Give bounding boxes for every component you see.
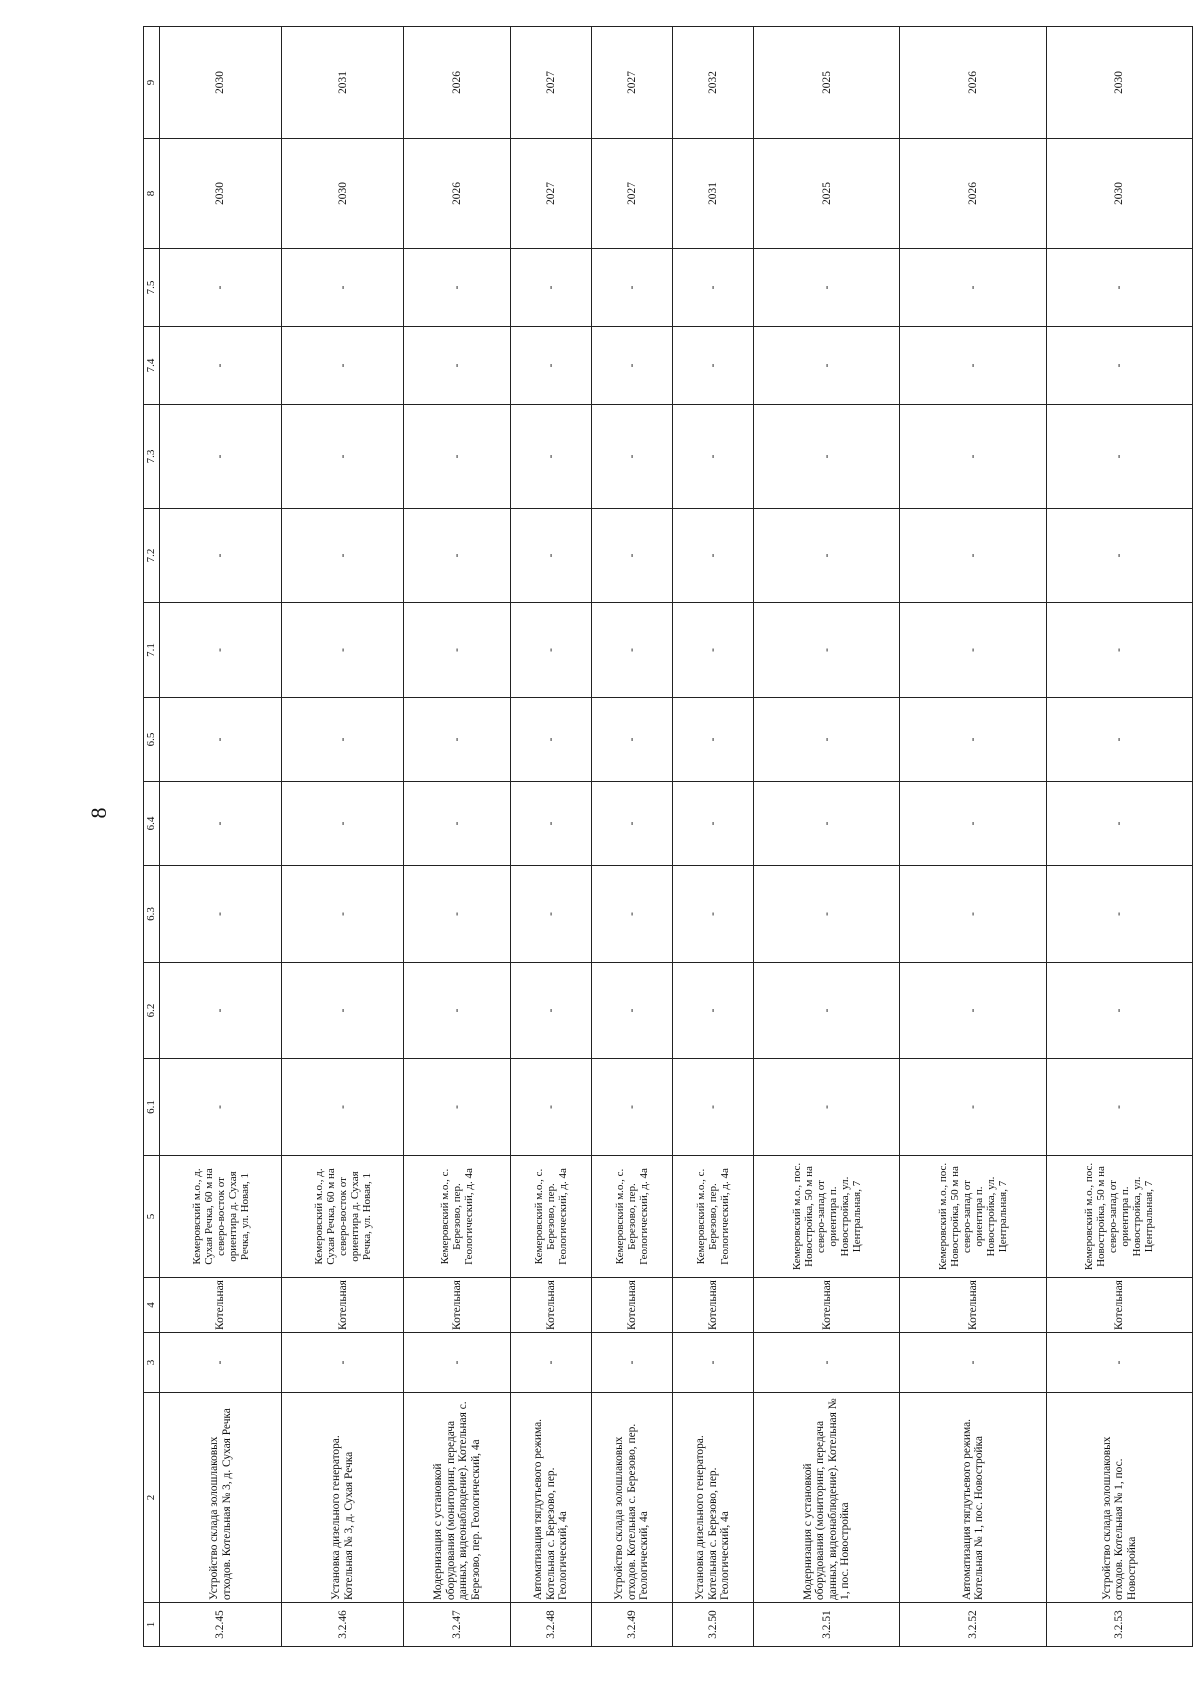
measure-name: Установка дизельного генератора. Котельная с. Березово, пер. Геологический, 4а bbox=[672, 1393, 753, 1603]
cell-7-3: - bbox=[282, 405, 404, 509]
cell-7-4: - bbox=[672, 327, 753, 405]
cell-7-4: - bbox=[754, 327, 900, 405]
row-number: 3.2.51 bbox=[754, 1603, 900, 1647]
cell-7-3: - bbox=[160, 405, 282, 509]
cell-7-2: - bbox=[591, 509, 672, 603]
cell-6-1: - bbox=[282, 1059, 404, 1156]
year-start: 2026 bbox=[900, 139, 1046, 249]
cell-col3: - bbox=[404, 1333, 510, 1393]
cell-7-5: - bbox=[1046, 249, 1192, 327]
row-number: 3.2.52 bbox=[900, 1603, 1046, 1647]
object-address: Кемеровский м.о., пос. Новостройка, 50 м на северо-запад от ориентира п. Новостройка, ул. Центральная, 7 bbox=[754, 1156, 900, 1278]
cell-6-2: - bbox=[591, 963, 672, 1059]
cell-6-5: - bbox=[1046, 698, 1192, 782]
col-header: 4 bbox=[144, 1278, 160, 1333]
cell-7-2: - bbox=[160, 509, 282, 603]
cell-7-2: - bbox=[282, 509, 404, 603]
object-type: Котельная bbox=[591, 1278, 672, 1333]
cell-6-2: - bbox=[672, 963, 753, 1059]
cell-6-3: - bbox=[754, 866, 900, 963]
col-header: 3 bbox=[144, 1333, 160, 1393]
cell-6-3: - bbox=[1046, 866, 1192, 963]
cell-7-1: - bbox=[672, 603, 753, 698]
cell-6-2: - bbox=[754, 963, 900, 1059]
cell-7-3: - bbox=[510, 405, 591, 509]
cell-6-1: - bbox=[900, 1059, 1046, 1156]
cell-6-5: - bbox=[404, 698, 510, 782]
year-end: 2030 bbox=[160, 27, 282, 139]
year-start: 2030 bbox=[160, 139, 282, 249]
object-address: Кемеровский м.о., с. Березово, пер. Геологический, д. 4а bbox=[591, 1156, 672, 1278]
year-start: 2030 bbox=[1046, 139, 1192, 249]
object-type: Котельная bbox=[404, 1278, 510, 1333]
table-row bbox=[754, 27, 900, 1647]
row-number: 3.2.49 bbox=[591, 1603, 672, 1647]
cell-7-1: - bbox=[404, 603, 510, 698]
cell-col3: - bbox=[754, 1333, 900, 1393]
cell-6-1: - bbox=[1046, 1059, 1192, 1156]
cell-7-1: - bbox=[1046, 603, 1192, 698]
table-row bbox=[672, 27, 753, 1647]
col-header: 7.4 bbox=[144, 327, 160, 405]
object-type: Котельная bbox=[282, 1278, 404, 1333]
cell-6-5: - bbox=[754, 698, 900, 782]
cell-7-2: - bbox=[510, 509, 591, 603]
object-type: Котельная bbox=[900, 1278, 1046, 1333]
cell-6-4: - bbox=[1046, 782, 1192, 866]
cell-6-3: - bbox=[404, 866, 510, 963]
rotated-table-container bbox=[143, 27, 1200, 1647]
cell-7-2: - bbox=[672, 509, 753, 603]
cell-7-2: - bbox=[900, 509, 1046, 603]
cell-7-5: - bbox=[591, 249, 672, 327]
cell-6-3: - bbox=[510, 866, 591, 963]
cell-6-2: - bbox=[160, 963, 282, 1059]
year-start: 2031 bbox=[672, 139, 753, 249]
cell-7-3: - bbox=[591, 405, 672, 509]
year-end: 2026 bbox=[404, 27, 510, 139]
cell-6-2: - bbox=[900, 963, 1046, 1059]
cell-6-4: - bbox=[754, 782, 900, 866]
object-type: Котельная bbox=[1046, 1278, 1192, 1333]
table-row bbox=[900, 27, 1046, 1647]
measure-name: Устройство склада золошлаковых отходов. Котельная № 1, пос. Новостройка bbox=[1046, 1393, 1192, 1603]
object-address: Кемеровский м.о., д. Сухая Речка, 60 м на северо-восток от ориентира д. Сухая Речка, ул. Новая, 1 bbox=[282, 1156, 404, 1278]
row-number: 3.2.48 bbox=[510, 1603, 591, 1647]
col-header: 6.5 bbox=[144, 698, 160, 782]
cell-6-4: - bbox=[900, 782, 1046, 866]
cell-7-1: - bbox=[754, 603, 900, 698]
table-row bbox=[591, 27, 672, 1647]
cell-7-2: - bbox=[404, 509, 510, 603]
row-number: 3.2.45 bbox=[160, 1603, 282, 1647]
row-number: 3.2.46 bbox=[282, 1603, 404, 1647]
cell-7-5: - bbox=[404, 249, 510, 327]
measure-name: Установка дизельного генератора. Котельная № 3, д. Сухая Речка bbox=[282, 1393, 404, 1603]
cell-6-3: - bbox=[282, 866, 404, 963]
cell-7-4: - bbox=[1046, 327, 1192, 405]
object-address: Кемеровский м.о., с. Березово, пер. Геологический, д. 4а bbox=[672, 1156, 753, 1278]
table-row bbox=[1046, 27, 1192, 1647]
col-header: 6.2 bbox=[144, 963, 160, 1059]
cell-6-1: - bbox=[754, 1059, 900, 1156]
investment-program-table bbox=[143, 26, 1193, 1647]
cell-6-4: - bbox=[510, 782, 591, 866]
col-header: 7.3 bbox=[144, 405, 160, 509]
cell-6-3: - bbox=[591, 866, 672, 963]
table-row bbox=[404, 27, 510, 1647]
cell-6-2: - bbox=[282, 963, 404, 1059]
measure-name: Модернизация с установкой оборудования (мониторинг, передача данных, видеонаблюдение). Котельная с. Березово, пер. Геологический, 4а bbox=[404, 1393, 510, 1603]
cell-7-4: - bbox=[404, 327, 510, 405]
cell-col3: - bbox=[900, 1333, 1046, 1393]
cell-7-5: - bbox=[510, 249, 591, 327]
cell-7-3: - bbox=[404, 405, 510, 509]
cell-6-5: - bbox=[900, 698, 1046, 782]
year-end: 2030 bbox=[1046, 27, 1192, 139]
year-end: 2027 bbox=[510, 27, 591, 139]
measure-name: Модернизация с установкой оборудования (мониторинг, передача данных, видеонаблюдение). Котельная № 1, пос. Новостройка bbox=[754, 1393, 900, 1603]
cell-7-5: - bbox=[754, 249, 900, 327]
object-address: Кемеровский м.о., с. Березово, пер. Геологический, д. 4а bbox=[404, 1156, 510, 1278]
cell-7-3: - bbox=[754, 405, 900, 509]
object-type: Котельная bbox=[754, 1278, 900, 1333]
cell-7-2: - bbox=[754, 509, 900, 603]
year-start: 2027 bbox=[591, 139, 672, 249]
col-header: 8 bbox=[144, 139, 160, 249]
cell-7-3: - bbox=[672, 405, 753, 509]
cell-6-3: - bbox=[672, 866, 753, 963]
cell-7-5: - bbox=[160, 249, 282, 327]
col-header: 6.1 bbox=[144, 1059, 160, 1156]
cell-6-5: - bbox=[510, 698, 591, 782]
cell-6-2: - bbox=[1046, 963, 1192, 1059]
cell-6-3: - bbox=[160, 866, 282, 963]
object-type: Котельная bbox=[510, 1278, 591, 1333]
cell-7-1: - bbox=[510, 603, 591, 698]
object-address: Кемеровский м.о., д. Сухая Речка, 60 м на северо-восток от ориентира д. Сухая Речка, ул. Новая, 1 bbox=[160, 1156, 282, 1278]
cell-6-5: - bbox=[672, 698, 753, 782]
cell-col3: - bbox=[672, 1333, 753, 1393]
cell-7-4: - bbox=[900, 327, 1046, 405]
header-row bbox=[144, 27, 160, 1647]
cell-6-1: - bbox=[510, 1059, 591, 1156]
cell-7-2: - bbox=[1046, 509, 1192, 603]
cell-col3: - bbox=[282, 1333, 404, 1393]
row-number: 3.2.53 bbox=[1046, 1603, 1192, 1647]
cell-6-4: - bbox=[672, 782, 753, 866]
cell-6-2: - bbox=[404, 963, 510, 1059]
col-header: 6.4 bbox=[144, 782, 160, 866]
year-end: 2032 bbox=[672, 27, 753, 139]
year-end: 2025 bbox=[754, 27, 900, 139]
object-type: Котельная bbox=[672, 1278, 753, 1333]
measure-name: Автоматизация тягдутьевого режима. Котельная № 1, пос. Новостройка bbox=[900, 1393, 1046, 1603]
row-number: 3.2.50 bbox=[672, 1603, 753, 1647]
cell-6-5: - bbox=[282, 698, 404, 782]
object-type: Котельная bbox=[160, 1278, 282, 1333]
cell-7-4: - bbox=[282, 327, 404, 405]
page-number: 8 bbox=[86, 807, 111, 819]
cell-col3: - bbox=[1046, 1333, 1192, 1393]
year-end: 2026 bbox=[900, 27, 1046, 139]
year-start: 2027 bbox=[510, 139, 591, 249]
cell-6-4: - bbox=[160, 782, 282, 866]
object-address: Кемеровский м.о., с. Березово, пер. Геологический, д. 4а bbox=[510, 1156, 591, 1278]
cell-7-5: - bbox=[282, 249, 404, 327]
cell-7-5: - bbox=[900, 249, 1046, 327]
cell-7-5: - bbox=[672, 249, 753, 327]
col-header: 2 bbox=[144, 1393, 160, 1603]
col-header: 6.3 bbox=[144, 866, 160, 963]
year-end: 2027 bbox=[591, 27, 672, 139]
measure-name: Устройство склада золошлаковых отходов. Котельная № 3, д. Сухая Речка bbox=[160, 1393, 282, 1603]
cell-6-1: - bbox=[160, 1059, 282, 1156]
cell-7-4: - bbox=[591, 327, 672, 405]
table-row bbox=[510, 27, 591, 1647]
cell-7-1: - bbox=[160, 603, 282, 698]
cell-7-4: - bbox=[160, 327, 282, 405]
measure-name: Устройство склада золошлаковых отходов. Котельная с. Березово, пер. Геологический, 4а bbox=[591, 1393, 672, 1603]
col-header: 5 bbox=[144, 1156, 160, 1278]
cell-6-4: - bbox=[404, 782, 510, 866]
cell-7-4: - bbox=[510, 327, 591, 405]
col-header: 9 bbox=[144, 27, 160, 139]
year-start: 2030 bbox=[282, 139, 404, 249]
year-start: 2025 bbox=[754, 139, 900, 249]
cell-6-1: - bbox=[404, 1059, 510, 1156]
table-row bbox=[282, 27, 404, 1647]
cell-6-1: - bbox=[591, 1059, 672, 1156]
col-header: 1 bbox=[144, 1603, 160, 1647]
cell-6-5: - bbox=[591, 698, 672, 782]
year-start: 2026 bbox=[404, 139, 510, 249]
cell-6-1: - bbox=[672, 1059, 753, 1156]
cell-7-3: - bbox=[900, 405, 1046, 509]
cell-col3: - bbox=[160, 1333, 282, 1393]
cell-6-3: - bbox=[900, 866, 1046, 963]
measure-name: Автоматизация тягдутьевого режима. Котельная с. Березово, пер. Геологический, 4а bbox=[510, 1393, 591, 1603]
cell-7-1: - bbox=[900, 603, 1046, 698]
cell-7-3: - bbox=[1046, 405, 1192, 509]
cell-7-1: - bbox=[282, 603, 404, 698]
col-header: 7.2 bbox=[144, 509, 160, 603]
object-address: Кемеровский м.о., пос. Новостройка, 50 м на северо-запад от ориентира п. Новостройка, ул. Центральная, 7 bbox=[1046, 1156, 1192, 1278]
col-header: 7.5 bbox=[144, 249, 160, 327]
table-row bbox=[160, 27, 282, 1647]
cell-7-1: - bbox=[591, 603, 672, 698]
cell-6-5: - bbox=[160, 698, 282, 782]
col-header: 7.1 bbox=[144, 603, 160, 698]
cell-6-4: - bbox=[591, 782, 672, 866]
row-number: 3.2.47 bbox=[404, 1603, 510, 1647]
cell-col3: - bbox=[591, 1333, 672, 1393]
cell-col3: - bbox=[510, 1333, 591, 1393]
year-end: 2031 bbox=[282, 27, 404, 139]
object-address: Кемеровский м.о., пос. Новостройка, 50 м на северо-запад от ориентира п. Новостройка, ул. Центральная, 7 bbox=[900, 1156, 1046, 1278]
cell-6-4: - bbox=[282, 782, 404, 866]
cell-6-2: - bbox=[510, 963, 591, 1059]
